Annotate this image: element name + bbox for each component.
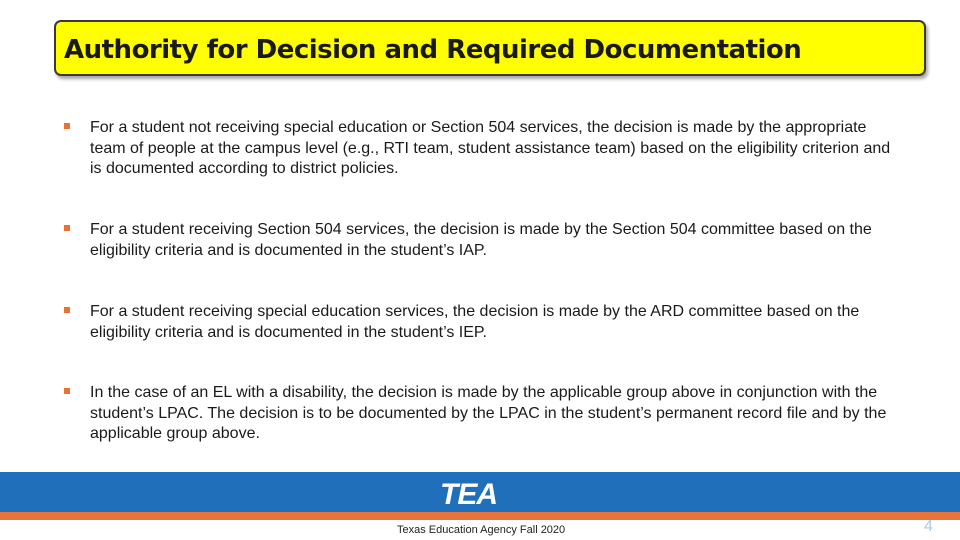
bullet-marker-icon	[64, 307, 70, 313]
bullet-text: For a student not receiving special education or Section 504 services, the decision is made by the appropriate team of people at the campus level (e.g., RTI team, student assistance team) based on the eligibility criterion and is documented according to district policies.	[90, 119, 891, 177]
tea-logo-icon	[440, 478, 524, 508]
svg-text:TEA: TEA	[440, 478, 497, 508]
slide-title: Authority for Decision and Required Documentation	[64, 35, 802, 65]
bullet-item	[64, 302, 894, 343]
bullet-marker-icon	[64, 225, 70, 231]
page-number: 4	[924, 518, 933, 535]
bullet-text: For a student receiving special education services, the decision is made by the ARD committee based on the eligibility criteria and is documented in the student’s IEP.	[90, 303, 860, 341]
bullet-item	[64, 118, 894, 180]
bullet-marker-icon	[64, 123, 70, 129]
footer-accent-stripe	[0, 512, 960, 520]
bullet-marker-icon	[64, 388, 70, 394]
bullet-text: In the case of an EL with a disability, the decision is made by the applicable group above in conjunction with the student’s LPAC. The decision is to be documented by the LPAC in the student’s permanent record file and by the applicable group above.	[90, 384, 887, 442]
title-box	[54, 20, 926, 76]
bullet-text: For a student receiving Section 504 services, the decision is made by the Section 504 committee based on the eligibility criteria and is documented in the student’s IAP.	[90, 221, 872, 259]
bullet-item	[64, 220, 894, 261]
bullet-item	[64, 383, 894, 445]
footer-agency-text: Texas Education Agency Fall 2020	[397, 524, 566, 536]
